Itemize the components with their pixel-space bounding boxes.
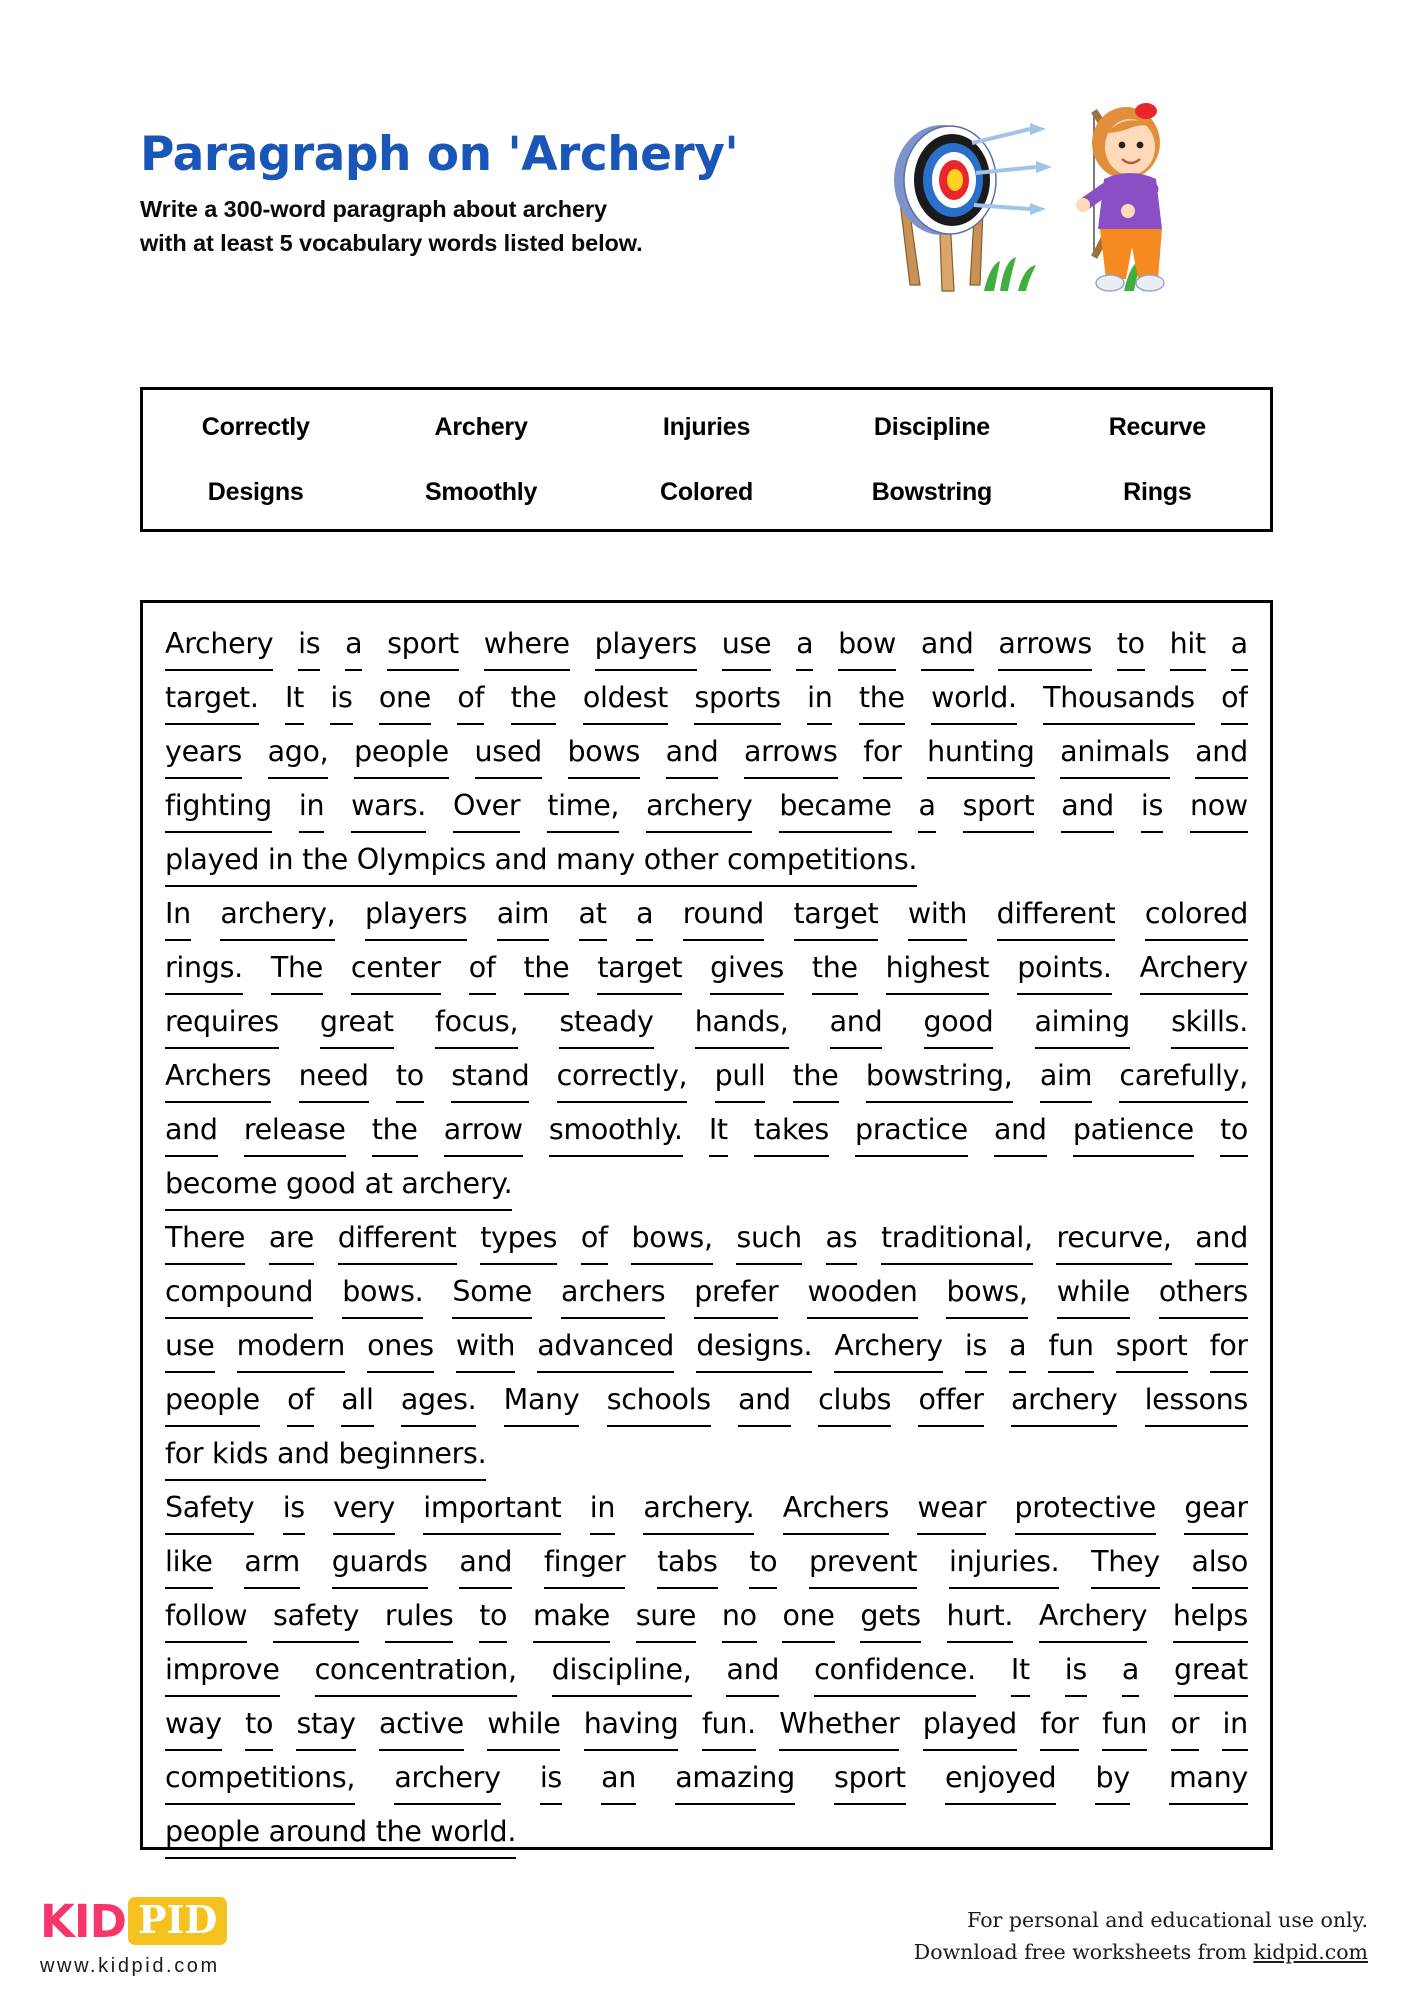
paragraph-line [165, 1049, 1248, 1103]
paragraph-word: modern [237, 1319, 345, 1373]
paragraph-word: very [333, 1481, 395, 1535]
paragraph-word: great [1174, 1643, 1248, 1697]
paragraph-word: of [1221, 671, 1248, 725]
paragraph-word: smoothly. [549, 1103, 683, 1157]
paragraph-word: wars. [351, 779, 426, 833]
instruction-line-1: Write a 300-word paragraph about archery [140, 196, 608, 223]
paragraph-word: bowstring, [866, 1049, 1013, 1103]
paragraph-word: tabs [657, 1535, 717, 1589]
paragraph-word: bow [838, 617, 896, 671]
paragraph-word: people around the world. [165, 1805, 516, 1859]
paragraph-word: by [1095, 1751, 1129, 1805]
word-row-1 [143, 390, 1270, 460]
paragraph-word: confidence. [814, 1643, 976, 1697]
paragraph-word: types [480, 1211, 557, 1265]
paragraph-word: prefer [694, 1265, 778, 1319]
archery-illustration [880, 85, 1270, 305]
paragraph-word: the [812, 941, 858, 995]
paragraph-word: stay [296, 1697, 355, 1751]
paragraph-word: compound [165, 1265, 313, 1319]
paragraph-word: for [1040, 1697, 1078, 1751]
vocab-word: Injuries [662, 413, 751, 442]
paragraph-word: the [372, 1103, 418, 1157]
paragraph-word: different [997, 887, 1116, 941]
paragraph-word: recurve, [1056, 1211, 1171, 1265]
paragraph-word: target [597, 941, 682, 995]
paragraph-word: highest [886, 941, 990, 995]
paragraph-word: archery. [643, 1481, 754, 1535]
paragraph-word: Safety [165, 1481, 254, 1535]
logo-website-url: www.kidpid.com [40, 1955, 220, 1977]
paragraph-word: The [271, 941, 323, 995]
paragraph-word: wooden [807, 1265, 917, 1319]
paragraph-word: need [299, 1049, 369, 1103]
vocab-word: Rings [1123, 477, 1192, 506]
paragraph-word: bows, [946, 1265, 1027, 1319]
paragraph-word: for kids and beginners. [165, 1427, 486, 1481]
paragraph-word: become good at archery. [165, 1157, 512, 1211]
word-row-2 [143, 460, 1270, 530]
paragraph-word: is [1065, 1643, 1087, 1697]
paragraph-word: lessons [1145, 1373, 1248, 1427]
paragraph-word: stand [451, 1049, 529, 1103]
paragraph-word: of [581, 1211, 608, 1265]
paragraph-word: discipline, [552, 1643, 692, 1697]
paragraph-word: aim [1040, 1049, 1092, 1103]
paragraph-line [165, 1481, 1248, 1535]
paragraph-word: a [918, 779, 935, 833]
paragraph-word: target. [165, 671, 259, 725]
paragraph-word: of [287, 1373, 314, 1427]
paragraph-word: with [908, 887, 967, 941]
paragraph-word: competitions, [165, 1751, 355, 1805]
paragraph-word: fighting [165, 779, 272, 833]
paragraph-word: now [1190, 779, 1248, 833]
paragraph-word: arm [244, 1535, 300, 1589]
vocab-word: Correctly [201, 413, 310, 442]
paragraph-line [165, 671, 1248, 725]
paragraph-word: ones [367, 1319, 434, 1373]
paragraph-word: of [469, 941, 496, 995]
footer-note [914, 1905, 1368, 1969]
paragraph-word: such [736, 1211, 801, 1265]
paragraph-word: pull [715, 1049, 766, 1103]
paragraph-word: to [749, 1535, 777, 1589]
paragraph-word: aim [497, 887, 549, 941]
footer-note-line-1: For personal and educational use only. [967, 1908, 1368, 1932]
paragraph-word: or [1171, 1697, 1200, 1751]
paragraph-word: is [540, 1751, 562, 1805]
paragraph-word: fun. [702, 1697, 756, 1751]
paragraph-word: way [165, 1697, 222, 1751]
vocab-word: Archery [434, 413, 528, 442]
paragraph-word: practice [855, 1103, 968, 1157]
paragraph-word: a [1231, 617, 1248, 671]
paragraph-word: to [1220, 1103, 1248, 1157]
paragraph-word: and [1061, 779, 1114, 833]
paragraph-word: follow [165, 1589, 247, 1643]
paragraph-word: schools [607, 1373, 711, 1427]
paragraph-word: requires [165, 995, 279, 1049]
paragraph-word: skills. [1171, 995, 1248, 1049]
paragraph-word: sport [834, 1751, 906, 1805]
paragraph-word: archery [394, 1751, 500, 1805]
paragraph-word: an [601, 1751, 636, 1805]
paragraph-word: It [285, 671, 304, 725]
paragraph-word: finger [544, 1535, 626, 1589]
paragraph-word: in [590, 1481, 615, 1535]
paragraph-word: players [365, 887, 467, 941]
paragraph-word: one [782, 1589, 834, 1643]
paragraph-word: no [722, 1589, 757, 1643]
paragraph-word: designs. [696, 1319, 812, 1373]
paragraph-word: became [779, 779, 891, 833]
paragraph-word: sport [1116, 1319, 1188, 1373]
paragraph-word: is [965, 1319, 987, 1373]
girl-archer-with-bow-icon [1076, 103, 1164, 291]
paragraph-word: and [830, 995, 883, 1049]
paragraph-word: safety [273, 1589, 359, 1643]
instruction-text [140, 193, 880, 260]
paragraph-word: years [165, 725, 242, 779]
paragraph-word: arrow [444, 1103, 523, 1157]
worksheet-header [140, 127, 880, 260]
paragraph-line [165, 1157, 1248, 1211]
paragraph-word: They [1091, 1535, 1160, 1589]
paragraph-word: correctly, [557, 1049, 688, 1103]
paragraph-word: archers [561, 1265, 665, 1319]
paragraph-line [165, 1373, 1248, 1427]
vocab-word: Recurve [1108, 413, 1206, 442]
paragraph-line [165, 1211, 1248, 1265]
paragraph-word: with [456, 1319, 515, 1373]
paragraph-word: use [165, 1319, 215, 1373]
paragraph-word: good [924, 995, 994, 1049]
paragraph-word: archery [1011, 1373, 1117, 1427]
paragraph-word: and [666, 725, 719, 779]
paragraph-line [165, 833, 1248, 887]
paragraph-word: rules [385, 1589, 454, 1643]
vocab-word: Discipline [873, 413, 990, 442]
paragraph-word: and [726, 1643, 779, 1697]
paragraph-word: Archery [1140, 941, 1248, 995]
paragraph-word: and [459, 1535, 512, 1589]
paragraph-word: while [1057, 1265, 1130, 1319]
paragraph-word: advanced [537, 1319, 674, 1373]
paragraph-word: a [1122, 1643, 1139, 1697]
paragraph-word: while [487, 1697, 560, 1751]
paragraph-word: hands, [695, 995, 789, 1049]
paragraph-line [165, 1751, 1248, 1805]
paragraph-word: guards [332, 1535, 428, 1589]
paragraph-word: steady [559, 995, 653, 1049]
paragraph-word: injuries. [949, 1535, 1059, 1589]
paragraph-line [165, 1427, 1248, 1481]
paragraph-word: gear [1184, 1481, 1248, 1535]
paragraph-word: is [1141, 779, 1163, 833]
paragraph-word: played in the Olympics and many other competitions. [165, 833, 917, 887]
paragraph-word: and [1195, 725, 1248, 779]
paragraph-word: the [793, 1049, 839, 1103]
paragraph-word: Archers [165, 1049, 271, 1103]
paragraph-word: rings. [165, 941, 243, 995]
paragraph-word: a [345, 617, 362, 671]
paragraph-word: one [379, 671, 431, 725]
paragraph-word: ages. [401, 1373, 477, 1427]
paragraph-word: important [423, 1481, 561, 1535]
paragraph-line [165, 1589, 1248, 1643]
paragraph-word: active [379, 1697, 464, 1751]
paragraph-line [165, 1697, 1248, 1751]
paragraph-word: bows, [631, 1211, 712, 1265]
paragraph-word: as [826, 1211, 858, 1265]
paragraph-word: people [165, 1373, 260, 1427]
paragraph-line [165, 995, 1248, 1049]
paragraph-word: offer [918, 1373, 983, 1427]
paragraph-answer-box[interactable] [140, 600, 1273, 1850]
paragraph-line [165, 1535, 1248, 1589]
paragraph-word: to [396, 1049, 424, 1103]
paragraph-word: Whether [779, 1697, 899, 1751]
instruction-line-2: with at least 5 vocabulary words listed below. [140, 229, 643, 256]
paragraph-word: in [299, 779, 324, 833]
paragraph-word: all [341, 1373, 373, 1427]
paragraph-line [165, 617, 1248, 671]
paragraph-word: is [298, 617, 320, 671]
kidpid-link[interactable]: kidpid.com [1253, 1939, 1368, 1964]
paragraph-line [165, 779, 1248, 833]
paragraph-word: used [475, 725, 542, 779]
paragraph-word: and [994, 1103, 1047, 1157]
paragraph-word: are [269, 1211, 314, 1265]
paragraph-word: patience [1073, 1103, 1194, 1157]
grass-icon [984, 257, 1158, 291]
paragraph-word: the [511, 671, 557, 725]
paragraph-word: in [1222, 1697, 1247, 1751]
paragraph-word: the [524, 941, 570, 995]
paragraph-word: players [595, 617, 697, 671]
paragraph-word: Archers [783, 1481, 889, 1535]
paragraph-word: Archery [834, 1319, 942, 1373]
paragraph-word: gets [860, 1589, 920, 1643]
paragraph-word: also [1192, 1535, 1248, 1589]
paragraph-word: Over [453, 779, 520, 833]
paragraph-word: prevent [809, 1535, 917, 1589]
paragraph-word: bows. [342, 1265, 423, 1319]
paragraph-word: and [1195, 1211, 1248, 1265]
paragraph-word: great [320, 995, 394, 1049]
paragraph-word: traditional, [881, 1211, 1033, 1265]
paragraph-word: aiming [1035, 995, 1130, 1049]
paragraph-word: many [1169, 1751, 1248, 1805]
paragraph-word: sport [963, 779, 1035, 833]
paragraph-word: colored [1145, 887, 1248, 941]
paragraph-line [165, 725, 1248, 779]
paragraph-word: to [479, 1589, 507, 1643]
paragraph-line [165, 1643, 1248, 1697]
paragraph-word: arrows [744, 725, 838, 779]
paragraph-word: to [245, 1697, 273, 1751]
paragraph-word: fun [1102, 1697, 1147, 1751]
paragraph-word: like [165, 1535, 213, 1589]
paragraph-word: hit [1170, 617, 1206, 671]
paragraph-word: sports [694, 671, 780, 725]
paragraph-word: the [859, 671, 905, 725]
paragraph-word: where [484, 617, 570, 671]
paragraph-word: enjoyed [945, 1751, 1056, 1805]
paragraph-word: people [354, 725, 449, 779]
paragraph-word: In [165, 887, 191, 941]
paragraph-word: a [636, 887, 653, 941]
paragraph-word: carefully, [1119, 1049, 1248, 1103]
paragraph-word: a [1009, 1319, 1026, 1373]
paragraph-word: amazing [675, 1751, 795, 1805]
vocab-word: Colored [659, 477, 754, 506]
paragraph-word: different [338, 1211, 457, 1265]
page-title: Paragraph on 'Archery' [140, 127, 739, 182]
paragraph-line [165, 1265, 1248, 1319]
logo-kid-text: KID [40, 1894, 126, 1948]
footer-note-line-2 [914, 1937, 1368, 1969]
paragraph-word: round [683, 887, 764, 941]
paragraph-word: gives [710, 941, 784, 995]
paragraph-word: hunting [927, 725, 1034, 779]
paragraph-word: clubs [818, 1373, 891, 1427]
paragraph-line [165, 1319, 1248, 1373]
vocab-word: Designs [207, 477, 304, 506]
paragraph-word: oldest [583, 671, 668, 725]
paragraph-word: arrows [998, 617, 1092, 671]
footer-note-prefix: Download free worksheets from [913, 1939, 1254, 1964]
paragraph-word: hurt. [947, 1589, 1014, 1643]
paragraph-word: of [457, 671, 484, 725]
paragraph-word: focus, [435, 995, 518, 1049]
paragraph-line [165, 1103, 1248, 1157]
paragraph-word: points. [1017, 941, 1112, 995]
paragraph-word: sure [636, 1589, 696, 1643]
paragraph-line [165, 941, 1248, 995]
paragraph-word: archery [646, 779, 752, 833]
paragraph-word: wear [917, 1481, 986, 1535]
paragraph-word: world. [931, 671, 1017, 725]
paragraph-word: target [794, 887, 879, 941]
paragraph-word: sport [387, 617, 459, 671]
paragraph-word: concentration, [315, 1643, 517, 1697]
paragraph-word: having [584, 1697, 679, 1751]
paragraph-word: bows [568, 725, 641, 779]
paragraph-line [165, 1805, 1248, 1859]
paragraph-word: at [579, 887, 607, 941]
paragraph-word: improve [165, 1643, 280, 1697]
paragraph-word: and [165, 1103, 218, 1157]
paragraph-word: played [923, 1697, 1017, 1751]
paragraph-word: protective [1015, 1481, 1157, 1535]
paragraph-word: center [351, 941, 441, 995]
paragraph-line [165, 887, 1248, 941]
paragraph-word: takes [754, 1103, 829, 1157]
paragraph-word: Thousands [1043, 671, 1195, 725]
paragraph-word: in [807, 671, 832, 725]
vocabulary-word-box [140, 387, 1273, 532]
paragraph-word: use [722, 617, 772, 671]
paragraph-word: a [796, 617, 813, 671]
paragraph-word: time, [547, 779, 619, 833]
vocab-word: Smoothly [424, 477, 538, 506]
paragraph-word: make [533, 1589, 610, 1643]
paragraph-word: and [738, 1373, 791, 1427]
paragraph-word: to [1117, 617, 1145, 671]
logo-pid-text: PID [128, 1897, 227, 1945]
paragraph-word: It [709, 1103, 728, 1157]
paragraph-word: Some [452, 1265, 532, 1319]
paragraph-word: There [165, 1211, 245, 1265]
paragraph-word: and [921, 617, 974, 671]
paragraph-word: is [283, 1481, 305, 1535]
paragraph-word: fun [1048, 1319, 1093, 1373]
paragraph-word: animals [1060, 725, 1169, 779]
paragraph-word: for [863, 725, 901, 779]
paragraph-word: Archery [1039, 1589, 1147, 1643]
vocab-word: Bowstring [871, 477, 993, 506]
paragraph-word: ago, [268, 725, 329, 779]
paragraph-word: release [244, 1103, 346, 1157]
kidpid-logo [40, 1895, 340, 1978]
paragraph-word: Archery [165, 617, 273, 671]
paragraph-word: is [330, 671, 352, 725]
paragraph-word: It [1011, 1643, 1030, 1697]
paragraph-word: others [1159, 1265, 1248, 1319]
paragraph-word: Many [504, 1373, 580, 1427]
paragraph-word: for [1210, 1319, 1248, 1373]
paragraph-word: helps [1173, 1589, 1248, 1643]
paragraph-word: archery, [220, 887, 335, 941]
